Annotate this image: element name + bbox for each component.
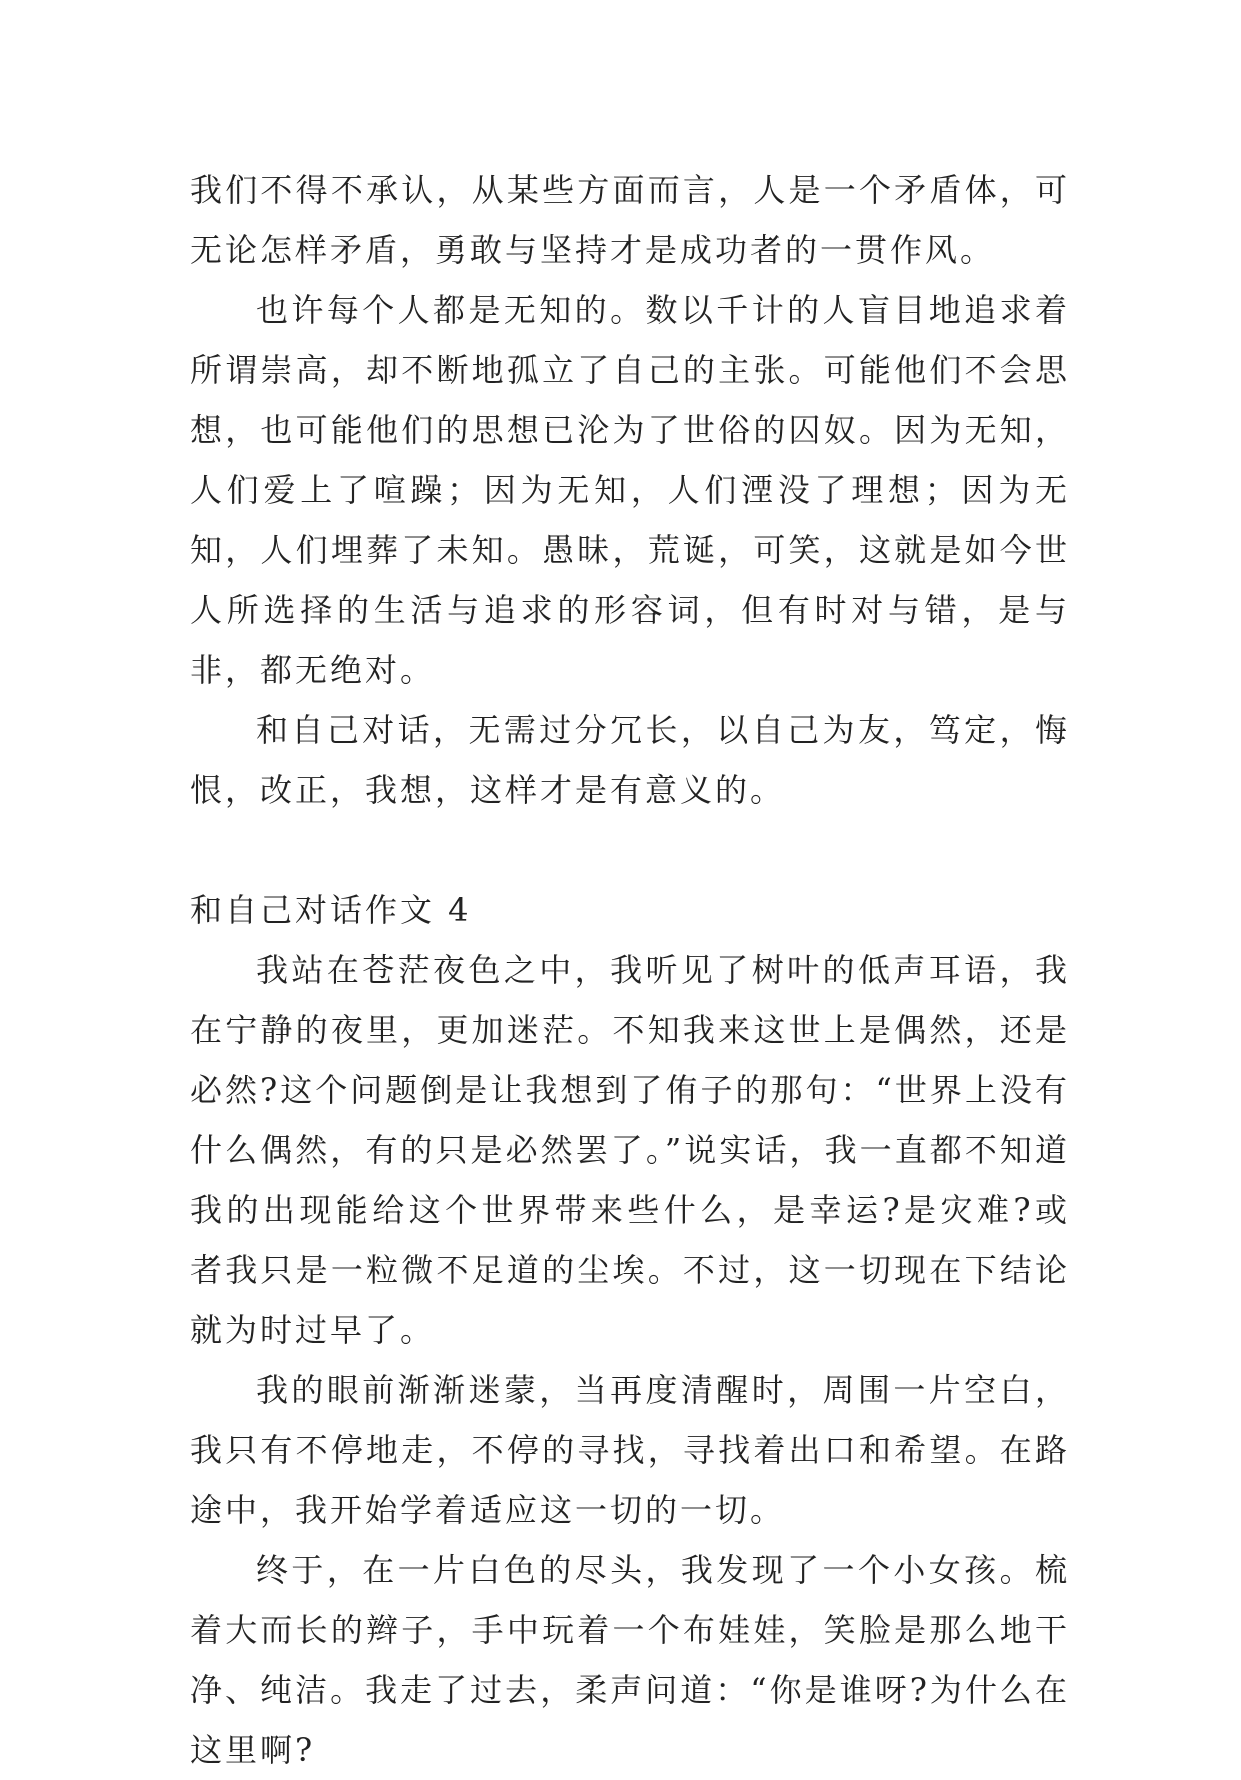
paragraph-little-girl: 终于，在一片白色的尽头，我发现了一个小女孩。梳着大而长的辫子，手中玩着一个布娃娃，笑脸是那么地干净、纯洁。我走了过去，柔声问道：“你是谁呀?为什么在这里啊? bbox=[190, 1551, 1070, 1769]
paragraph-ignorance: 也许每个人都是无知的。数以千计的人盲目地追求着所谓崇高，却不断地孤立了自己的主张。可能他们不会思想，也可能他们的思想已沦为了世俗的囚奴。因为无知，人们爱上了喧躁；因为无知，人们湮没了理想；因为无知，人们埋葬了未知。愚昧，荒诞，可笑，这就是如今世人所选择的生活与追求的形容词，但有时对与错，是与非，都无绝对。 bbox=[190, 291, 1070, 689]
paragraph-searching: 我的眼前渐渐迷蒙，当再度清醒时，周围一片空白，我只有不停地走，不停的寻找，寻找着出口和希望。在路途中，我开始学着适应这一切的一切。 bbox=[190, 1371, 1070, 1529]
section-title: 和自己对话作文 4 bbox=[190, 891, 472, 929]
paragraph-dialogue-self: 和自己对话，无需过分冗长，以自己为友，笃定，悔恨，改正，我想，这样才是有意义的。 bbox=[190, 711, 1070, 809]
paragraph-night: 我站在苍茫夜色之中，我听见了树叶的低声耳语，我在宁静的夜里，更加迷茫。不知我来这世上是偶然，还是必然?这个问题倒是让我想到了侑子的那句：“世界上没有什么偶然，有的只是必然罢了。”说实话，我一直都不知道我的出现能给这个世界带来些什么，是幸运?是灾难?或者我只是一粒微不足道的尘埃。不过，这一切现在下结论就为时过早了。 bbox=[190, 951, 1070, 1349]
document-body bbox=[190, 160, 1070, 1780]
paragraph-continued: 我们不得不承认，从某些方面而言，人是一个矛盾体，可无论怎样矛盾，勇敢与坚持才是成功者的一贯作风。 bbox=[190, 171, 1070, 269]
